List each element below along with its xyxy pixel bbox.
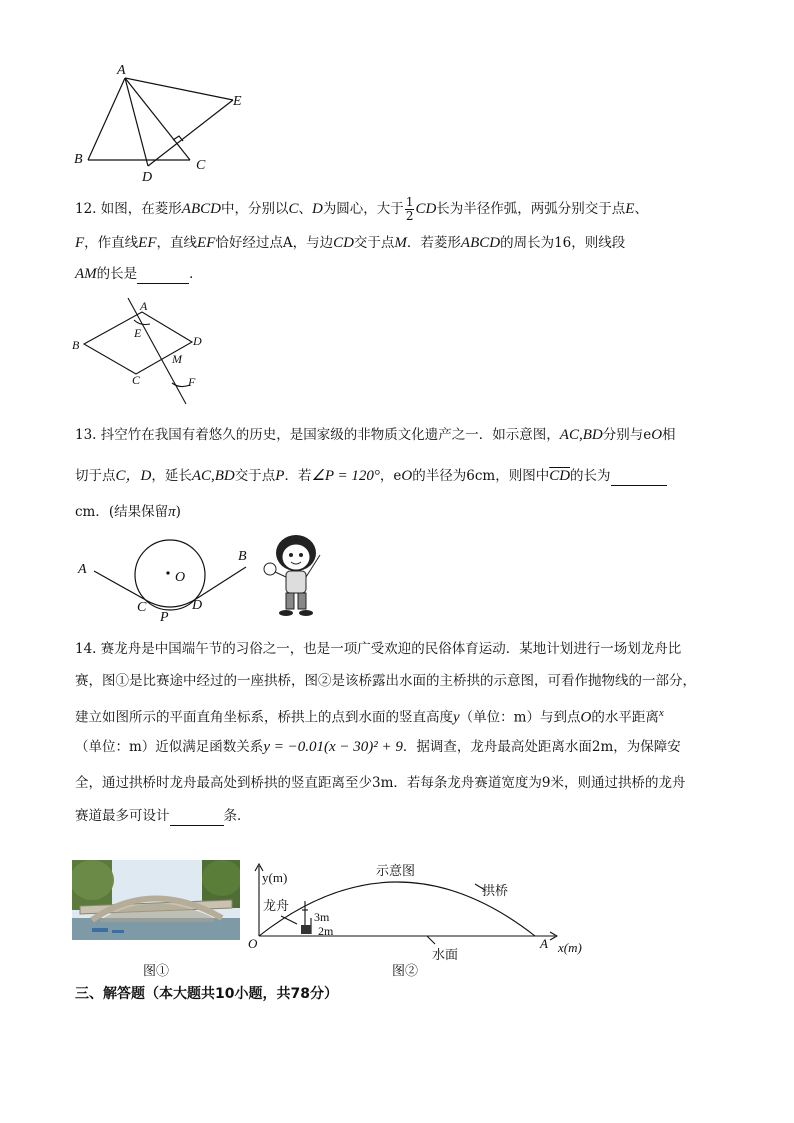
fig2-arch-label: 拱桥 [482,884,509,899]
fig2-origin: O [248,936,258,951]
q13-line-1: 13. 抖空竹在我国有着悠久的历史，是国家级的非物质文化遗产之一．如示意图，AC,BD分别与eO相 [75,427,676,443]
fig12-label-b: B [72,338,80,352]
fig2-2m: 2m [318,924,334,938]
q13-line-2: 切于点C，D，延长AC,BD交于点P．若∠P = 120°，eO的半径为6cm，则图中$\overline{CD}$的长为 [75,466,667,486]
fig12-label-e: E [134,326,142,340]
fig2-boat-label: 龙舟 [263,899,290,914]
fig12-label-a: A [140,299,148,313]
fig2-water-label: 水面 [432,948,459,963]
fig2-a: A [540,936,548,951]
q12-line-2: F，作直线EF，直线EF恰好经过点A，与边CD交于点M．若菱形ABCD的周长为16，则线段 [75,235,626,251]
fig11-label-d: D [142,170,153,185]
fig13-label-c: C [137,600,147,615]
q13-diabolo-figure [80,533,350,628]
fig13-label-b: B [238,549,247,564]
fig11-label-c: C [196,158,206,173]
cartoon-child-figure [264,535,320,616]
fig12-label-d: D [193,334,202,348]
fig12-label-m: M [172,352,182,366]
fig13-label-o: O [175,570,186,585]
fig12-label-c: C [132,373,141,387]
fig2-xlabel: x(m) [558,940,582,955]
q11-triangle-figure [70,60,270,185]
q12-line-1: 12. 如图，在菱形ABCD中，分别以C、D为圆心，大于 $\frac{1}{2}$ CD长为半径作弧，两弧分别交于点E、 [75,195,648,223]
fig11-label-a: A [117,63,126,78]
fig11-label-e: E [233,94,242,109]
fig2-title: 示意图 [376,864,416,879]
q13-answer-blank[interactable] [611,469,667,486]
q12-line-3: AM的长是 ． [75,266,203,282]
bridge-photo [72,860,240,940]
fig12-label-f: F [188,375,196,389]
q14-line-5: 全，通过拱桥时龙舟最高处到桥拱的竖直距离至少3m．若每条龙舟赛道宽度为9米，则通过拱桥的龙舟 [75,775,686,791]
arch-schematic [245,858,590,958]
q13-line-3: cm．(结果保留π) [75,504,181,520]
fig13-label-d: D [192,598,203,613]
q12-rhombus-figure [70,290,230,410]
half-fraction: $\frac{1}{2}$ [405,195,414,223]
q14-line-1: 14. 赛龙舟是中国端午节的习俗之一，也是一项广受欢迎的民俗体育运动．某地计划进行一场划龙舟比 [75,641,682,657]
q14-line-2: 赛，图①是比赛途中经过的一座拱桥，图②是该桥露出水面的主桥拱的示意图，可看作抛物线的一部分， [75,673,696,689]
fig11-label-b: B [74,152,83,167]
fig1-caption: 图① [143,964,170,979]
q12-answer-blank[interactable] [137,267,189,284]
section-heading: 三、解答题（本大题共10小题，共78分） [75,986,338,1002]
arc-cd: $\overline{CD}$ [549,468,571,484]
fig13-label-p: P [160,610,169,625]
fig13-label-a: A [78,562,87,577]
q14-line-4: （单位：m）近似满足函数关系y = −0.01(x − 30)² + 9．据调查，龙舟最高处距离水面2m，为保障安 [75,739,681,755]
fig2-3m: 3m [314,910,330,924]
q14-line-3: 建立如图所示的平面直角坐标系，桥拱上的点到水面的竖直高度y（单位：m）与到点O的水平距离$^x$ [75,707,664,726]
fig2-ylabel: y(m) [262,870,288,885]
q14-line-6: 赛道最多可设计 条． [75,808,251,824]
fig2-caption: 图② [392,964,419,979]
q14-answer-blank[interactable] [170,809,224,826]
